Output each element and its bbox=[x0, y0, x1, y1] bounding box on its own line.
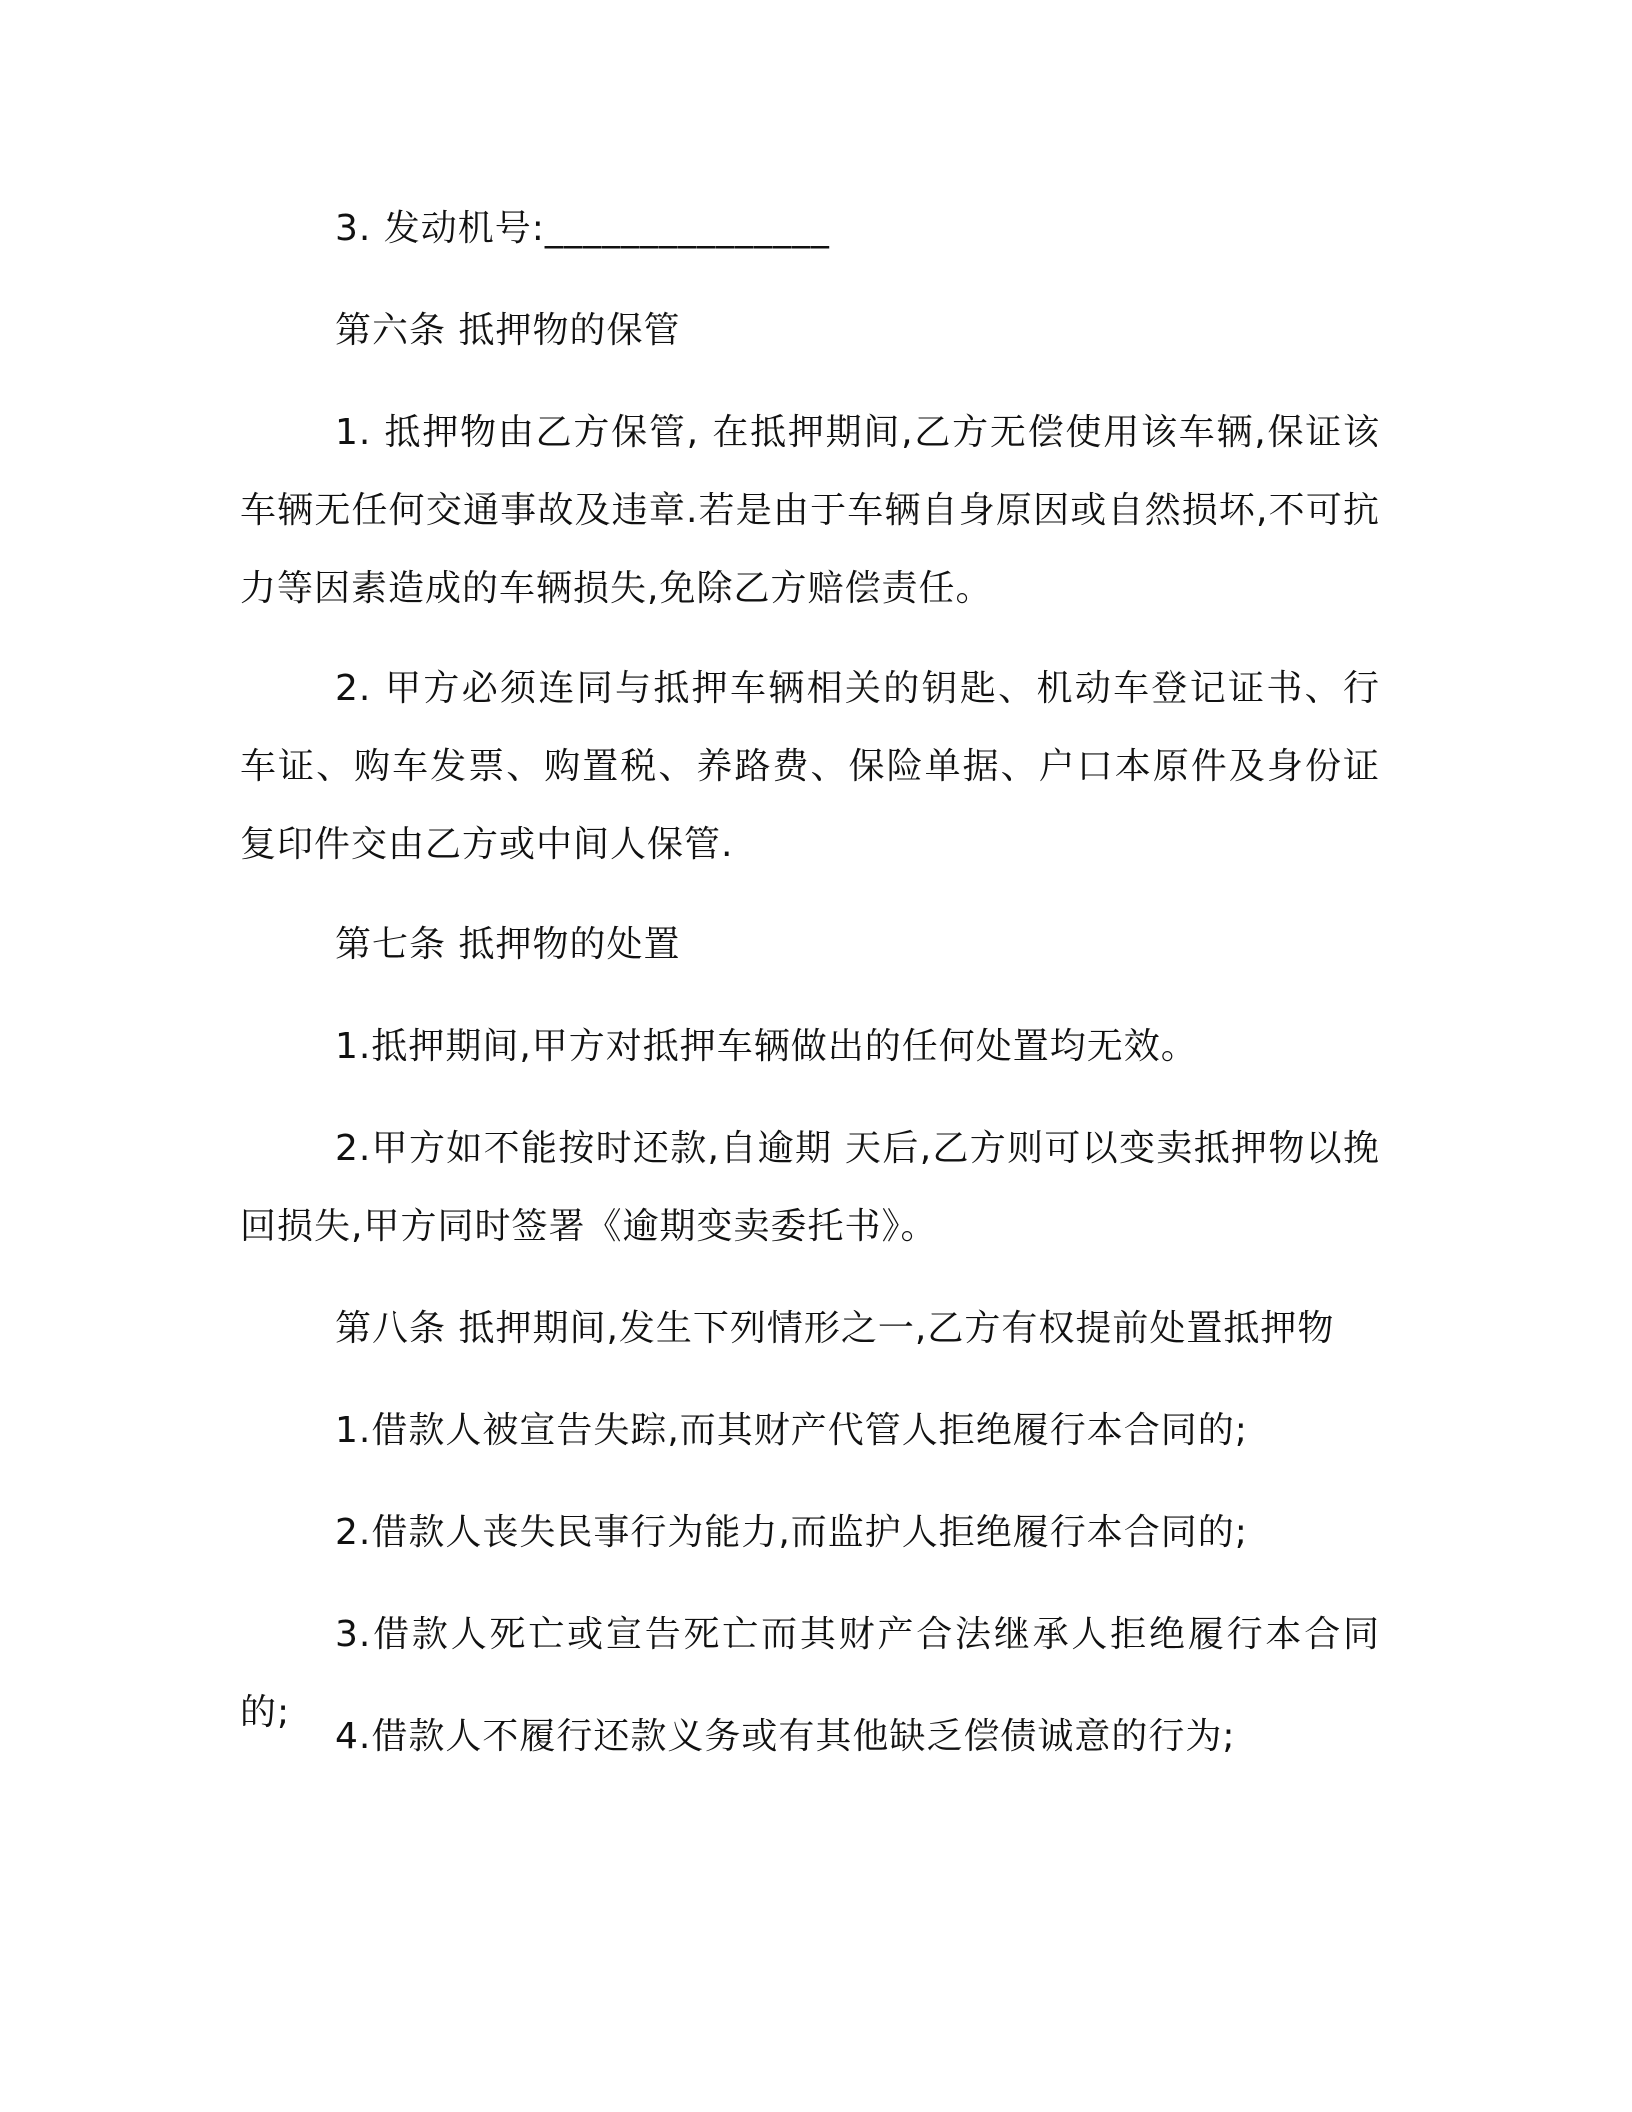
article-8-heading: 第八条 抵押期间,发生下列情形之一,乙方有权提前处置抵押物 bbox=[335, 1308, 1335, 1349]
article-6-clause-1: 1. 抵押物由乙方保管, 在抵押期间,乙方无偿使用该车辆,保证该车辆无任何交通事故及违章.若是由于车辆自身原因或自然损坏,不可抗力等因素造成的车辆损失,免除乙方赔偿责任。 bbox=[240, 412, 1380, 609]
article-6-clause-2: 2. 甲方必须连同与抵押车辆相关的钥匙、机动车登记证书、行车证、购车发票、购置税、养路费、保险单据、户口本原件及身份证复印件交由乙方或中间人保管. bbox=[240, 668, 1380, 865]
article-7-clause-2: 2.甲方如不能按时还款,自逾期 天后,乙方则可以变卖抵押物以挽回损失,甲方同时签署《逾期变卖委托书》。 bbox=[240, 1128, 1380, 1247]
engine-number-line: 3. 发动机号:_______________ bbox=[335, 208, 830, 249]
article-6-heading: 第六条 抵押物的保管 bbox=[335, 310, 681, 351]
article-8-item-1: 1.借款人被宣告失踪,而其财产代管人拒绝履行本合同的; bbox=[335, 1410, 1248, 1451]
article-7-clause-1: 1.抵押期间,甲方对抵押车辆做出的任何处置均无效。 bbox=[335, 1026, 1198, 1067]
article-7-heading: 第七条 抵押物的处置 bbox=[335, 924, 681, 965]
article-8-item-4: 4.借款人不履行还款义务或有其他缺乏偿债诚意的行为; bbox=[335, 1716, 1236, 1757]
article-8-item-2: 2.借款人丧失民事行为能力,而监护人拒绝履行本合同的; bbox=[335, 1512, 1248, 1553]
article-8-item-3: 3.借款人死亡或宣告死亡而其财产合法继承人拒绝履行本合同的; bbox=[240, 1614, 1380, 1733]
